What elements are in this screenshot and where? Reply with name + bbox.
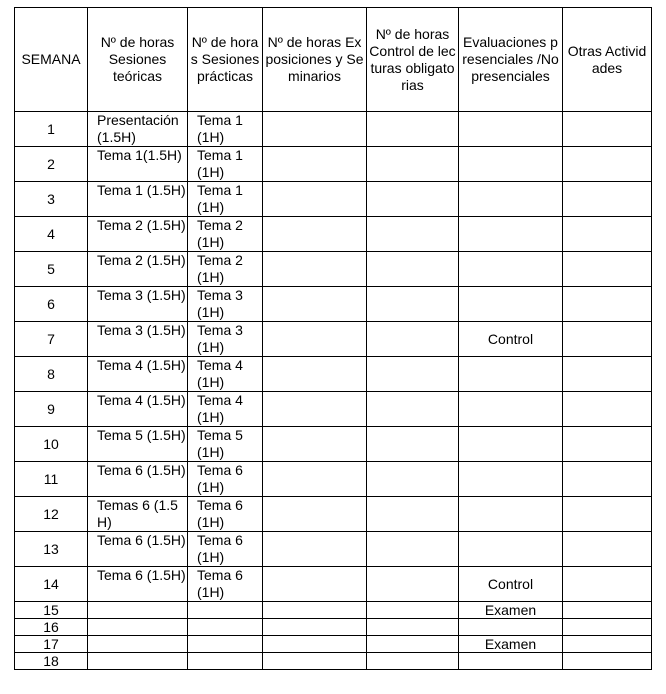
cell-teoricas: Tema 6 (1.5H) (88, 532, 188, 567)
header-otras: Otras Actividades (563, 8, 652, 112)
cell-otras (563, 532, 652, 567)
cell-teoricas: Tema 3 (1.5H) (88, 287, 188, 322)
cell-control-lecturas (367, 392, 459, 427)
cell-exposiciones (263, 322, 367, 357)
cell-control-lecturas (367, 619, 459, 636)
cell-teoricas: Tema 1 (1.5H) (88, 182, 188, 217)
cell-semana: 5 (15, 252, 88, 287)
header-exposiciones: Nº de horas Exposiciones y Seminarios (263, 8, 367, 112)
table-row (15, 112, 652, 147)
cell-semana: 16 (15, 619, 88, 636)
cell-control-lecturas (367, 427, 459, 462)
table-row (15, 636, 652, 653)
cell-exposiciones (263, 497, 367, 532)
cell-practicas (188, 602, 263, 619)
header-practicas: Nº de horas Sesiones prácticas (188, 8, 263, 112)
cell-practicas: Tema 1 (1H) (188, 147, 263, 182)
table-row (15, 147, 652, 182)
cell-otras (563, 252, 652, 287)
cell-control-lecturas (367, 322, 459, 357)
cell-practicas: Tema 1 (1H) (188, 182, 263, 217)
cell-semana: 9 (15, 392, 88, 427)
table-row (15, 182, 652, 217)
table-row (15, 602, 652, 619)
cell-control-lecturas (367, 217, 459, 252)
table-row (15, 252, 652, 287)
table-row (15, 497, 652, 532)
cell-teoricas: Tema 1(1.5H) (88, 147, 188, 182)
cell-exposiciones (263, 392, 367, 427)
cell-exposiciones (263, 462, 367, 497)
cell-otras (563, 182, 652, 217)
cell-otras (563, 112, 652, 147)
cell-semana: 15 (15, 602, 88, 619)
cell-semana: 12 (15, 497, 88, 532)
cell-otras (563, 462, 652, 497)
cell-exposiciones (263, 602, 367, 619)
header-control-lecturas: Nº de horas Control de lecturas obligatorias (367, 8, 459, 112)
cell-evaluacion (459, 392, 563, 427)
cell-teoricas (88, 653, 188, 670)
cell-practicas: Tema 5 (1H) (188, 427, 263, 462)
cell-control-lecturas (367, 532, 459, 567)
cell-practicas: Tema 6 (1H) (188, 532, 263, 567)
cell-evaluacion: Control (459, 322, 563, 357)
table-row (15, 427, 652, 462)
header-evaluaciones: Evaluaciones presenciales /No presenciales (459, 8, 563, 112)
cell-exposiciones (263, 287, 367, 322)
cell-practicas: Tema 4 (1H) (188, 392, 263, 427)
cell-otras (563, 287, 652, 322)
cell-otras (563, 147, 652, 182)
cell-practicas: Tema 2 (1H) (188, 217, 263, 252)
cell-semana: 6 (15, 287, 88, 322)
cell-control-lecturas (367, 357, 459, 392)
cell-semana: 14 (15, 567, 88, 602)
cell-control-lecturas (367, 147, 459, 182)
table-row (15, 532, 652, 567)
cell-control-lecturas (367, 602, 459, 619)
cell-evaluacion (459, 427, 563, 462)
cell-control-lecturas (367, 653, 459, 670)
cell-control-lecturas (367, 497, 459, 532)
cell-semana: 11 (15, 462, 88, 497)
cell-control-lecturas (367, 462, 459, 497)
cell-evaluacion (459, 112, 563, 147)
cell-control-lecturas (367, 567, 459, 602)
table-row (15, 619, 652, 636)
cell-teoricas: Tema 6 (1.5H) (88, 567, 188, 602)
cell-teoricas (88, 619, 188, 636)
cell-control-lecturas (367, 182, 459, 217)
cell-otras (563, 322, 652, 357)
cell-otras (563, 602, 652, 619)
cell-practicas: Tema 6 (1H) (188, 497, 263, 532)
cell-exposiciones (263, 112, 367, 147)
cell-semana: 3 (15, 182, 88, 217)
cell-teoricas: Tema 2 (1.5H) (88, 217, 188, 252)
cell-practicas: Tema 6 (1H) (188, 462, 263, 497)
cell-teoricas: Tema 4 (1.5H) (88, 357, 188, 392)
cell-semana: 13 (15, 532, 88, 567)
cell-otras (563, 497, 652, 532)
cell-evaluacion (459, 497, 563, 532)
cell-practicas (188, 653, 263, 670)
cell-exposiciones (263, 182, 367, 217)
cell-evaluacion (459, 252, 563, 287)
cell-evaluacion (459, 182, 563, 217)
cell-practicas: Tema 3 (1H) (188, 322, 263, 357)
cell-teoricas: Temas 6 (1.5H) (88, 497, 188, 532)
cell-evaluacion: Examen (459, 636, 563, 653)
cell-exposiciones (263, 653, 367, 670)
cell-teoricas: Presentación (1.5H) (88, 112, 188, 147)
cell-semana: 18 (15, 653, 88, 670)
cell-semana: 2 (15, 147, 88, 182)
cell-otras (563, 567, 652, 602)
cell-evaluacion: Control (459, 567, 563, 602)
table-row (15, 357, 652, 392)
table-row (15, 462, 652, 497)
cell-practicas: Tema 3 (1H) (188, 287, 263, 322)
header-row (15, 8, 652, 112)
table-body (15, 112, 652, 670)
cell-exposiciones (263, 619, 367, 636)
cell-evaluacion (459, 217, 563, 252)
table-row (15, 567, 652, 602)
cell-teoricas: Tema 5 (1.5H) (88, 427, 188, 462)
cell-otras (563, 427, 652, 462)
cell-exposiciones (263, 147, 367, 182)
cell-evaluacion: Examen (459, 602, 563, 619)
cell-semana: 10 (15, 427, 88, 462)
cell-practicas (188, 619, 263, 636)
cell-teoricas (88, 602, 188, 619)
cell-practicas: Tema 2 (1H) (188, 252, 263, 287)
table-row (15, 217, 652, 252)
cell-semana: 7 (15, 322, 88, 357)
cell-teoricas: Tema 6 (1.5H) (88, 462, 188, 497)
cell-evaluacion (459, 147, 563, 182)
cell-teoricas: Tema 3 (1.5H) (88, 322, 188, 357)
cell-teoricas: Tema 2 (1.5H) (88, 252, 188, 287)
cell-exposiciones (263, 252, 367, 287)
cell-exposiciones (263, 427, 367, 462)
cell-control-lecturas (367, 287, 459, 322)
cell-practicas: Tema 4 (1H) (188, 357, 263, 392)
cell-evaluacion (459, 287, 563, 322)
schedule-table (14, 7, 652, 670)
cell-evaluacion (459, 462, 563, 497)
cell-otras (563, 357, 652, 392)
cell-exposiciones (263, 636, 367, 653)
cell-control-lecturas (367, 636, 459, 653)
header-teoricas: Nº de horas Sesiones teóricas (88, 8, 188, 112)
cell-otras (563, 619, 652, 636)
cell-exposiciones (263, 357, 367, 392)
cell-teoricas: Tema 4 (1.5H) (88, 392, 188, 427)
cell-semana: 4 (15, 217, 88, 252)
cell-control-lecturas (367, 252, 459, 287)
cell-control-lecturas (367, 112, 459, 147)
cell-exposiciones (263, 567, 367, 602)
cell-practicas: Tema 1 (1H) (188, 112, 263, 147)
cell-evaluacion (459, 619, 563, 636)
cell-otras (563, 653, 652, 670)
cell-otras (563, 636, 652, 653)
cell-evaluacion (459, 357, 563, 392)
table-row (15, 287, 652, 322)
header-semana: SEMANA (15, 8, 88, 112)
cell-exposiciones (263, 532, 367, 567)
cell-semana: 8 (15, 357, 88, 392)
cell-evaluacion (459, 532, 563, 567)
cell-evaluacion (459, 653, 563, 670)
cell-otras (563, 392, 652, 427)
table-row (15, 392, 652, 427)
cell-practicas: Tema 6 (1H) (188, 567, 263, 602)
cell-exposiciones (263, 217, 367, 252)
cell-practicas (188, 636, 263, 653)
table-row (15, 322, 652, 357)
cell-semana: 17 (15, 636, 88, 653)
table-row (15, 653, 652, 670)
cell-semana: 1 (15, 112, 88, 147)
cell-teoricas (88, 636, 188, 653)
cell-otras (563, 217, 652, 252)
